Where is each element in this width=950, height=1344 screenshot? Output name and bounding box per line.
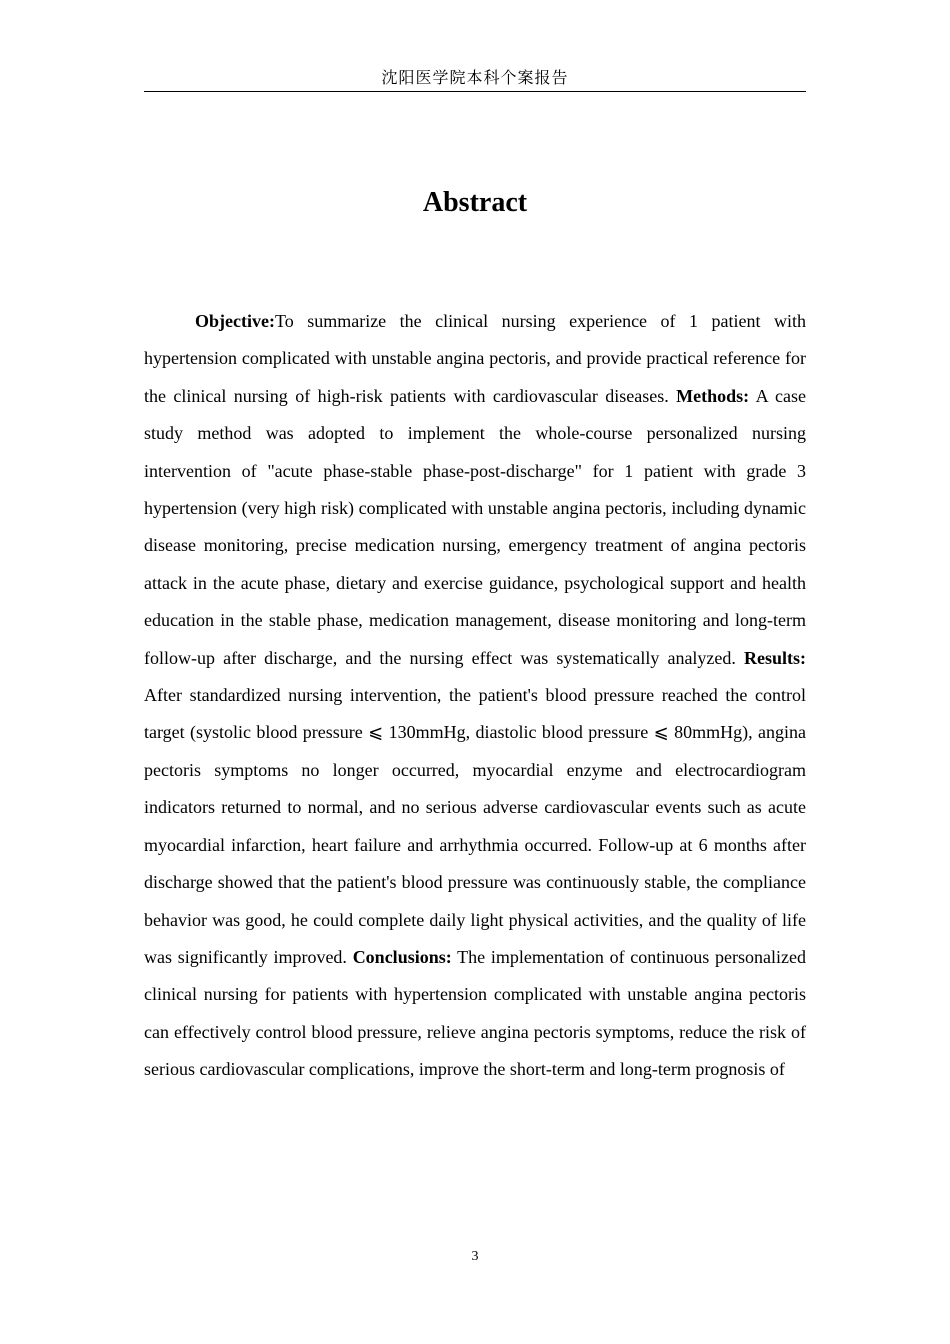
header-divider	[144, 91, 806, 92]
conclusions-label: Conclusions:	[352, 946, 452, 967]
abstract-paragraph	[144, 303, 806, 1089]
objective-label: Objective:	[195, 311, 275, 331]
results-label: Results:	[744, 647, 807, 668]
methods-text: A case study method was adopted to implement the whole-course personalized nursing intervention of "acute phase-stable phase-post-discharge" for 1 patient with grade 3 hypertension (very high risk) complicated with unstable angina pectoris, including dynamic disease monitoring, precise medication nursing, emergency treatment of angina pectoris attack in the acute phase, dietary and exercise guidance, psychological support and health education in the stable phase, medication management, disease monitoring and long-term follow-up after discharge, and the nursing effect was systematically analyzed.	[144, 385, 806, 668]
page-number: 3	[471, 1249, 479, 1264]
abstract-title: Abstract	[422, 187, 528, 218]
objective-text: To summarize the clinical nursing experience of 1 patient with hypertension complicated with unstable angina pectoris, and provide practical reference for the clinical nursing of high-risk patients with cardiovascular diseases.	[144, 311, 806, 406]
results-text: After standardized nursing intervention, the patient's blood pressure reached the control target (systolic blood pressure ⩽ 130mmHg, diastolic blood pressure ⩽ 80mmHg), angina pectoris symptoms no longer occurred, myocardial enzyme and electrocardiogram indicators returned to normal, and no serious adverse cardiovascular events such as acute myocardial infarction, heart failure and arrhythmia occurred. Follow-up at 6 months after discharge showed that the patient's blood pressure was continuously stable, the compliance behavior was good, he could complete daily light physical activities, and the quality of life was significantly improved.	[144, 685, 806, 967]
conclusions-text: The implementation of continuous personalized clinical nursing for patients with hypertension complicated with unstable angina pectoris can effectively control blood pressure, relieve angina pectoris symptoms, reduce the risk of serious cardiovascular complications, improve the short-term and long-term prognosis of	[144, 946, 806, 1080]
methods-label: Methods:	[676, 385, 750, 406]
running-header: 沈阳医学院本科个案报告	[381, 68, 569, 87]
